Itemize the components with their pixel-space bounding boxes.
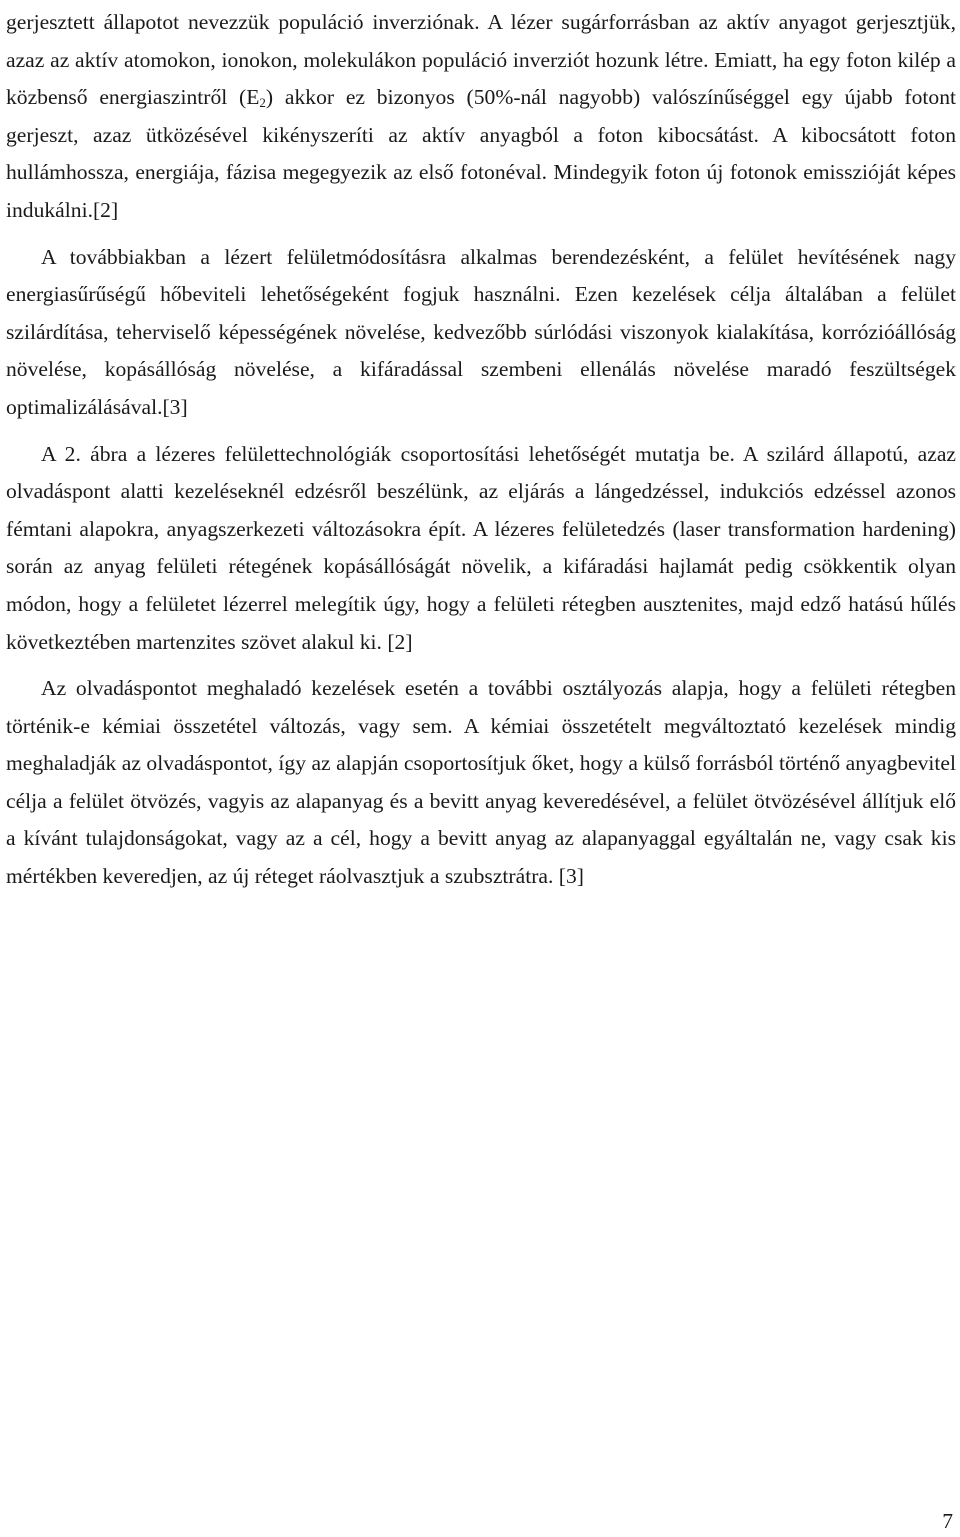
page-number: 7: [942, 1509, 953, 1533]
subscript-index: 2: [259, 95, 266, 111]
paragraph-surface-modification: A továbbiakban a lézert felületmódosításra alkalmas berendezésként, a felület hevítésének nagy energiasűrűségű hőbeviteli lehetőségeként fogjuk használni. Ezen kezelések célja általában a felület szilárdítása, teherviselő képességének növelése, kedvezőbb súrlódási viszonyok kialakítása, korrózióállóság növelése, kopásállóság növelése, a kifáradással szembeni ellenálás növelése maradó feszültségek optimalizálásával.[3]: [6, 244, 956, 419]
paragraph-surface-hardening: A 2. ábra a lézeres felülettechnológiák csoportosítási lehetőségét mutatja be. A szilárd állapotú, azaz olvadáspont alatti kezeléseknél edzésről beszélünk, az eljárás a lángedzéssel, indukciós edzéssel azonos fémtani alapokra, anyagszerkezeti változásokra épít. A lézeres felületedzés (laser transformation hardening) során az anyag felületi rétegének kopásállóságát növelik, a kifáradási hajlamát pedig csökkentik olyan módon, hogy a felületet lézerrel melegítik úgy, hogy a felületi rétegben ausztenites, majd edző hatású hűlés következtében martenzites szövet alakul ki. [2]: [6, 441, 956, 654]
document-page: [6, 4, 956, 896]
paragraph-text-continued: ) akkor ez bizonyos (50%-nál nagyobb) valószínűséggel egy újabb fotont gerjeszt, azaz ütközésével kikényszeríti az aktív anyagból a foton kibocsátást. A kibocsátott foton hullámhossza, energiája, fázisa megegyezik az első fotonéval. Mindegyik foton új fotonok emisszióját képes indukálni.[2]: [6, 85, 957, 222]
paragraph-melting-treatments: Az olvadáspontot meghaladó kezelések esetén a további osztályozás alapja, hogy a felületi rétegben történik-e kémiai összetétel változás, vagy sem. A kémiai összetételt megváltoztató kezelések mindig meghaladják az olvadáspontot, így az alapján csoportosítjuk őket, hogy a külső forrásból történő anyagbevitel célja a felület ötvözés, vagyis az alapanyag és a bevitt anyag keveredésével, a felület ötvözésével állítjuk elő a kívánt tulajdonságokat, vagy az a cél, hogy a bevitt anyag az alapanyaggal egyáltalán ne, vagy csak kis mértékben keveredjen, az új réteget ráolvasztjuk a szubsztrátra. [3]: [6, 676, 956, 889]
paragraph-population-inversion: [6, 4, 956, 230]
paragraph-text: gerjesztett állapotot nevezzük populáció inverziónak. A lézer sugárforrásban az aktív anyagot gerjesztjük, azaz az aktív atomokon, ionokon, molekulákon populáció inverziót hozunk létre. Emiatt, ha egy foton kilép a közbenső energiaszintről (E: [6, 10, 956, 110]
